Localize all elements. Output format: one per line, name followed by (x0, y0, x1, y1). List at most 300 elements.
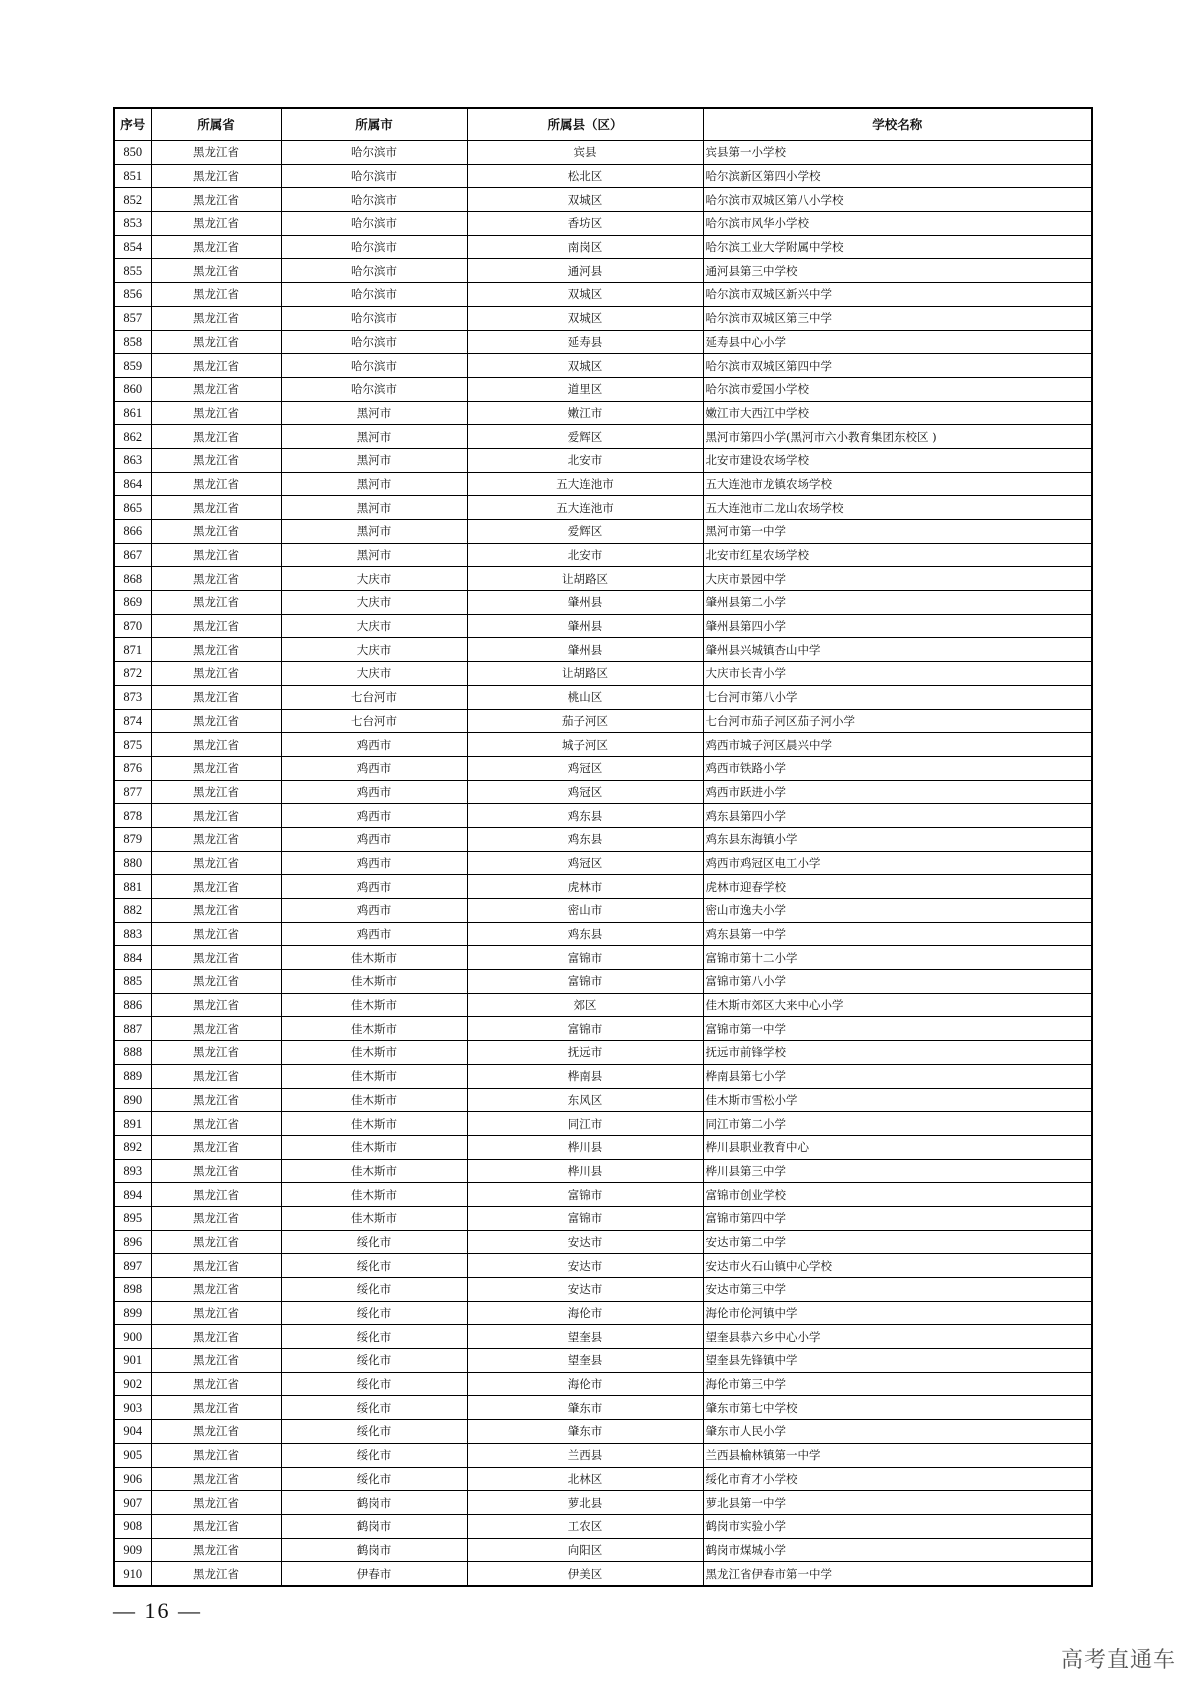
cell-school-name: 密山市逸夫小学 (703, 899, 1092, 923)
cell-county: 爱辉区 (467, 520, 703, 544)
cell-city: 伊春市 (281, 1562, 467, 1586)
table-row (114, 1041, 1092, 1065)
cell-city: 鸡西市 (281, 899, 467, 923)
cell-city: 鸡西市 (281, 733, 467, 757)
cell-seq: 899 (114, 1301, 151, 1325)
cell-school-name: 五大连池市二龙山农场学校 (703, 496, 1092, 520)
table-row (114, 141, 1092, 165)
watermark: 高考直通车 (1060, 1648, 1176, 1673)
cell-city: 大庆市 (281, 567, 467, 591)
page-number: — 16 — (113, 1598, 202, 1623)
table-row (114, 638, 1092, 662)
cell-city: 绥化市 (281, 1420, 467, 1444)
cell-city: 哈尔滨市 (281, 377, 467, 401)
cell-province: 黑龙江省 (151, 1467, 281, 1491)
table-row (114, 1420, 1092, 1444)
cell-province: 黑龙江省 (151, 1443, 281, 1467)
cell-county: 安达市 (467, 1230, 703, 1254)
cell-school-name: 海伦市伦河镇中学 (703, 1301, 1092, 1325)
cell-province: 黑龙江省 (151, 875, 281, 899)
cell-seq: 869 (114, 591, 151, 615)
cell-seq: 881 (114, 875, 151, 899)
cell-school-name: 兰西县榆林镇第一中学 (703, 1443, 1092, 1467)
table-row (114, 970, 1092, 994)
table-row (114, 875, 1092, 899)
cell-city: 大庆市 (281, 662, 467, 686)
cell-seq: 874 (114, 709, 151, 733)
cell-county: 城子河区 (467, 733, 703, 757)
table-row (114, 235, 1092, 259)
table-row (114, 1562, 1092, 1586)
cell-school-name: 嫩江市大西江中学校 (703, 401, 1092, 425)
cell-seq: 889 (114, 1064, 151, 1088)
cell-province: 黑龙江省 (151, 733, 281, 757)
cell-school-name: 佳木斯市雪松小学 (703, 1088, 1092, 1112)
cell-county: 富锦市 (467, 1183, 703, 1207)
cell-province: 黑龙江省 (151, 496, 281, 520)
cell-city: 绥化市 (281, 1325, 467, 1349)
cell-county: 桦川县 (467, 1135, 703, 1159)
cell-county: 向阳区 (467, 1538, 703, 1562)
cell-school-name: 哈尔滨市爱国小学校 (703, 377, 1092, 401)
cell-province: 黑龙江省 (151, 1372, 281, 1396)
cell-county: 鸡冠区 (467, 780, 703, 804)
cell-province: 黑龙江省 (151, 283, 281, 307)
cell-county: 富锦市 (467, 1017, 703, 1041)
cell-province: 黑龙江省 (151, 401, 281, 425)
cell-county: 双城区 (467, 283, 703, 307)
cell-county: 爱辉区 (467, 425, 703, 449)
cell-school-name: 黑龙江省伊春市第一中学 (703, 1562, 1092, 1586)
cell-county: 肇州县 (467, 591, 703, 615)
cell-school-name: 通河县第三中学校 (703, 259, 1092, 283)
cell-seq: 863 (114, 448, 151, 472)
cell-province: 黑龙江省 (151, 922, 281, 946)
header-seq: 序号 (114, 108, 151, 141)
table-row (114, 946, 1092, 970)
table-row (114, 733, 1092, 757)
cell-seq: 855 (114, 259, 151, 283)
school-list-table (113, 107, 1093, 1587)
table-row (114, 780, 1092, 804)
cell-county: 茄子河区 (467, 709, 703, 733)
cell-province: 黑龙江省 (151, 259, 281, 283)
cell-province: 黑龙江省 (151, 543, 281, 567)
cell-city: 绥化市 (281, 1467, 467, 1491)
table-row (114, 591, 1092, 615)
cell-school-name: 哈尔滨市双城区新兴中学 (703, 283, 1092, 307)
table-row (114, 354, 1092, 378)
cell-seq: 891 (114, 1112, 151, 1136)
cell-seq: 871 (114, 638, 151, 662)
table-row (114, 1254, 1092, 1278)
cell-city: 佳木斯市 (281, 1017, 467, 1041)
cell-school-name: 同江市第二小学 (703, 1112, 1092, 1136)
cell-seq: 888 (114, 1041, 151, 1065)
cell-county: 嫩江市 (467, 401, 703, 425)
cell-city: 佳木斯市 (281, 1135, 467, 1159)
cell-county: 伊美区 (467, 1562, 703, 1586)
cell-province: 黑龙江省 (151, 899, 281, 923)
cell-school-name: 宾县第一小学校 (703, 141, 1092, 165)
cell-county: 北林区 (467, 1467, 703, 1491)
cell-county: 五大连池市 (467, 496, 703, 520)
cell-seq: 893 (114, 1159, 151, 1183)
cell-city: 哈尔滨市 (281, 188, 467, 212)
cell-school-name: 鸡东县第四小学 (703, 804, 1092, 828)
cell-city: 鹤岗市 (281, 1514, 467, 1538)
table-row (114, 1325, 1092, 1349)
cell-county: 望奎县 (467, 1349, 703, 1373)
cell-seq: 858 (114, 330, 151, 354)
cell-school-name: 安达市火石山镇中心学校 (703, 1254, 1092, 1278)
cell-school-name: 富锦市第十二小学 (703, 946, 1092, 970)
cell-seq: 867 (114, 543, 151, 567)
cell-school-name: 北安市建设农场学校 (703, 448, 1092, 472)
table-row (114, 1230, 1092, 1254)
cell-seq: 896 (114, 1230, 151, 1254)
cell-seq: 895 (114, 1206, 151, 1230)
cell-school-name: 海伦市第三中学 (703, 1372, 1092, 1396)
table-row (114, 1017, 1092, 1041)
table-row (114, 1538, 1092, 1562)
cell-province: 黑龙江省 (151, 1538, 281, 1562)
cell-city: 哈尔滨市 (281, 306, 467, 330)
cell-city: 鸡西市 (281, 756, 467, 780)
cell-province: 黑龙江省 (151, 638, 281, 662)
cell-county: 双城区 (467, 306, 703, 330)
cell-province: 黑龙江省 (151, 1135, 281, 1159)
cell-seq: 853 (114, 212, 151, 236)
cell-school-name: 延寿县中心小学 (703, 330, 1092, 354)
table-row (114, 567, 1092, 591)
cell-city: 黑河市 (281, 425, 467, 449)
cell-school-name: 鹤岗市实验小学 (703, 1514, 1092, 1538)
header-county: 所属县（区） (467, 108, 703, 141)
cell-seq: 905 (114, 1443, 151, 1467)
cell-province: 黑龙江省 (151, 377, 281, 401)
cell-city: 鸡西市 (281, 780, 467, 804)
cell-school-name: 萝北县第一中学 (703, 1491, 1092, 1515)
cell-school-name: 肇东市人民小学 (703, 1420, 1092, 1444)
cell-city: 鹤岗市 (281, 1538, 467, 1562)
cell-school-name: 鸡东县第一中学 (703, 922, 1092, 946)
cell-city: 哈尔滨市 (281, 259, 467, 283)
table-header-row (114, 108, 1092, 141)
cell-county: 肇东市 (467, 1420, 703, 1444)
cell-city: 佳木斯市 (281, 1041, 467, 1065)
cell-province: 黑龙江省 (151, 1230, 281, 1254)
cell-school-name: 鸡东县东海镇小学 (703, 827, 1092, 851)
cell-seq: 898 (114, 1278, 151, 1302)
cell-seq: 902 (114, 1372, 151, 1396)
cell-seq: 879 (114, 827, 151, 851)
cell-county: 南岗区 (467, 235, 703, 259)
cell-province: 黑龙江省 (151, 756, 281, 780)
table-row (114, 1349, 1092, 1373)
cell-school-name: 肇东市第七中学校 (703, 1396, 1092, 1420)
cell-seq: 870 (114, 614, 151, 638)
cell-city: 黑河市 (281, 448, 467, 472)
cell-city: 绥化市 (281, 1278, 467, 1302)
table-row (114, 1443, 1092, 1467)
cell-school-name: 肇州县第二小学 (703, 591, 1092, 615)
cell-province: 黑龙江省 (151, 1562, 281, 1586)
cell-school-name: 哈尔滨市双城区第三中学 (703, 306, 1092, 330)
cell-school-name: 黑河市第一中学 (703, 520, 1092, 544)
cell-county: 鸡冠区 (467, 851, 703, 875)
cell-school-name: 绥化市育才小学校 (703, 1467, 1092, 1491)
table-row (114, 164, 1092, 188)
table-row (114, 1206, 1092, 1230)
cell-county: 东风区 (467, 1088, 703, 1112)
cell-school-name: 桦川县第三中学 (703, 1159, 1092, 1183)
cell-city: 绥化市 (281, 1349, 467, 1373)
cell-seq: 900 (114, 1325, 151, 1349)
cell-province: 黑龙江省 (151, 1349, 281, 1373)
cell-province: 黑龙江省 (151, 1278, 281, 1302)
cell-province: 黑龙江省 (151, 354, 281, 378)
table-row (114, 520, 1092, 544)
cell-seq: 852 (114, 188, 151, 212)
cell-school-name: 富锦市第一中学 (703, 1017, 1092, 1041)
cell-school-name: 虎林市迎春学校 (703, 875, 1092, 899)
cell-school-name: 大庆市长青小学 (703, 662, 1092, 686)
cell-county: 北安市 (467, 448, 703, 472)
cell-school-name: 北安市红星农场学校 (703, 543, 1092, 567)
table-row (114, 283, 1092, 307)
cell-seq: 859 (114, 354, 151, 378)
cell-county: 鸡东县 (467, 922, 703, 946)
cell-school-name: 鸡西市铁路小学 (703, 756, 1092, 780)
cell-city: 佳木斯市 (281, 1183, 467, 1207)
cell-county: 桃山区 (467, 685, 703, 709)
cell-county: 延寿县 (467, 330, 703, 354)
cell-city: 七台河市 (281, 709, 467, 733)
cell-city: 鸡西市 (281, 875, 467, 899)
cell-seq: 877 (114, 780, 151, 804)
cell-province: 黑龙江省 (151, 235, 281, 259)
header-province: 所属省 (151, 108, 281, 141)
cell-county: 海伦市 (467, 1301, 703, 1325)
cell-city: 黑河市 (281, 472, 467, 496)
table-row (114, 259, 1092, 283)
cell-city: 佳木斯市 (281, 970, 467, 994)
cell-school-name: 鸡西市鸡冠区电工小学 (703, 851, 1092, 875)
cell-province: 黑龙江省 (151, 425, 281, 449)
cell-province: 黑龙江省 (151, 1301, 281, 1325)
cell-province: 黑龙江省 (151, 1064, 281, 1088)
cell-seq: 904 (114, 1420, 151, 1444)
cell-seq: 850 (114, 141, 151, 165)
table-body (114, 141, 1092, 1586)
cell-school-name: 富锦市第八小学 (703, 970, 1092, 994)
cell-province: 黑龙江省 (151, 1112, 281, 1136)
cell-county: 双城区 (467, 188, 703, 212)
cell-province: 黑龙江省 (151, 1017, 281, 1041)
cell-county: 北安市 (467, 543, 703, 567)
cell-city: 黑河市 (281, 543, 467, 567)
cell-county: 宾县 (467, 141, 703, 165)
table-row (114, 1514, 1092, 1538)
table-row (114, 306, 1092, 330)
cell-city: 鸡西市 (281, 827, 467, 851)
cell-county: 香坊区 (467, 212, 703, 236)
cell-county: 肇州县 (467, 638, 703, 662)
table-row (114, 543, 1092, 567)
table-row (114, 1135, 1092, 1159)
cell-province: 黑龙江省 (151, 188, 281, 212)
cell-school-name: 安达市第二中学 (703, 1230, 1092, 1254)
cell-city: 佳木斯市 (281, 946, 467, 970)
cell-seq: 897 (114, 1254, 151, 1278)
cell-county: 鸡冠区 (467, 756, 703, 780)
cell-seq: 851 (114, 164, 151, 188)
cell-seq: 875 (114, 733, 151, 757)
cell-school-name: 大庆市景园中学 (703, 567, 1092, 591)
table-row (114, 756, 1092, 780)
cell-county: 肇东市 (467, 1396, 703, 1420)
cell-seq: 882 (114, 899, 151, 923)
table-row (114, 1467, 1092, 1491)
cell-seq: 910 (114, 1562, 151, 1586)
cell-seq: 866 (114, 520, 151, 544)
cell-city: 佳木斯市 (281, 1064, 467, 1088)
cell-province: 黑龙江省 (151, 472, 281, 496)
table-row (114, 827, 1092, 851)
table-row (114, 851, 1092, 875)
cell-province: 黑龙江省 (151, 993, 281, 1017)
cell-school-name: 哈尔滨新区第四小学校 (703, 164, 1092, 188)
cell-province: 黑龙江省 (151, 306, 281, 330)
cell-seq: 872 (114, 662, 151, 686)
cell-province: 黑龙江省 (151, 1254, 281, 1278)
cell-school-name: 肇州县兴城镇杏山中学 (703, 638, 1092, 662)
table-row (114, 614, 1092, 638)
cell-seq: 907 (114, 1491, 151, 1515)
cell-county: 通河县 (467, 259, 703, 283)
table-row (114, 804, 1092, 828)
cell-province: 黑龙江省 (151, 1206, 281, 1230)
cell-seq: 884 (114, 946, 151, 970)
cell-city: 鸡西市 (281, 851, 467, 875)
cell-seq: 878 (114, 804, 151, 828)
table-row (114, 899, 1092, 923)
cell-school-name: 桦川县职业教育中心 (703, 1135, 1092, 1159)
table-row (114, 212, 1092, 236)
table-row (114, 1491, 1092, 1515)
cell-school-name: 桦南县第七小学 (703, 1064, 1092, 1088)
cell-city: 佳木斯市 (281, 1206, 467, 1230)
cell-county: 松北区 (467, 164, 703, 188)
cell-province: 黑龙江省 (151, 330, 281, 354)
table-row (114, 1064, 1092, 1088)
cell-seq: 890 (114, 1088, 151, 1112)
cell-seq: 862 (114, 425, 151, 449)
cell-seq: 887 (114, 1017, 151, 1041)
cell-seq: 909 (114, 1538, 151, 1562)
cell-school-name: 望奎县恭六乡中心小学 (703, 1325, 1092, 1349)
cell-province: 黑龙江省 (151, 1183, 281, 1207)
cell-seq: 856 (114, 283, 151, 307)
cell-school-name: 黑河市第四小学(黑河市六小教育集团东校区 ) (703, 425, 1092, 449)
cell-county: 鸡东县 (467, 827, 703, 851)
cell-city: 大庆市 (281, 591, 467, 615)
cell-county: 让胡路区 (467, 662, 703, 686)
cell-province: 黑龙江省 (151, 448, 281, 472)
cell-city: 哈尔滨市 (281, 235, 467, 259)
cell-school-name: 安达市第三中学 (703, 1278, 1092, 1302)
cell-county: 富锦市 (467, 970, 703, 994)
cell-county: 望奎县 (467, 1325, 703, 1349)
cell-city: 鹤岗市 (281, 1491, 467, 1515)
cell-county: 五大连池市 (467, 472, 703, 496)
cell-city: 黑河市 (281, 496, 467, 520)
cell-seq: 885 (114, 970, 151, 994)
cell-city: 大庆市 (281, 614, 467, 638)
cell-seq: 880 (114, 851, 151, 875)
cell-seq: 857 (114, 306, 151, 330)
cell-city: 绥化市 (281, 1230, 467, 1254)
table-row (114, 1183, 1092, 1207)
table-row (114, 1372, 1092, 1396)
cell-province: 黑龙江省 (151, 164, 281, 188)
table-row (114, 709, 1092, 733)
cell-city: 鸡西市 (281, 922, 467, 946)
cell-city: 佳木斯市 (281, 1159, 467, 1183)
cell-city: 哈尔滨市 (281, 164, 467, 188)
cell-province: 黑龙江省 (151, 1041, 281, 1065)
cell-province: 黑龙江省 (151, 804, 281, 828)
cell-city: 佳木斯市 (281, 1088, 467, 1112)
cell-seq: 854 (114, 235, 151, 259)
cell-province: 黑龙江省 (151, 1514, 281, 1538)
cell-city: 黑河市 (281, 520, 467, 544)
cell-school-name: 哈尔滨市双城区第四中学 (703, 354, 1092, 378)
cell-school-name: 富锦市第四中学 (703, 1206, 1092, 1230)
cell-city: 哈尔滨市 (281, 141, 467, 165)
cell-seq: 906 (114, 1467, 151, 1491)
cell-province: 黑龙江省 (151, 662, 281, 686)
cell-city: 绥化市 (281, 1396, 467, 1420)
cell-province: 黑龙江省 (151, 1325, 281, 1349)
cell-county: 密山市 (467, 899, 703, 923)
cell-province: 黑龙江省 (151, 1088, 281, 1112)
cell-province: 黑龙江省 (151, 212, 281, 236)
cell-county: 双城区 (467, 354, 703, 378)
cell-province: 黑龙江省 (151, 685, 281, 709)
cell-city: 哈尔滨市 (281, 283, 467, 307)
cell-county: 富锦市 (467, 1206, 703, 1230)
table-row (114, 1301, 1092, 1325)
cell-city: 绥化市 (281, 1443, 467, 1467)
cell-seq: 908 (114, 1514, 151, 1538)
table-row (114, 1088, 1092, 1112)
cell-seq: 901 (114, 1349, 151, 1373)
cell-province: 黑龙江省 (151, 970, 281, 994)
cell-county: 虎林市 (467, 875, 703, 899)
cell-school-name: 佳木斯市郊区大来中心小学 (703, 993, 1092, 1017)
cell-school-name: 抚远市前锋学校 (703, 1041, 1092, 1065)
table-row (114, 330, 1092, 354)
cell-province: 黑龙江省 (151, 614, 281, 638)
table-row (114, 188, 1092, 212)
cell-province: 黑龙江省 (151, 520, 281, 544)
cell-county: 让胡路区 (467, 567, 703, 591)
cell-county: 肇州县 (467, 614, 703, 638)
table-row (114, 1396, 1092, 1420)
table-row (114, 1112, 1092, 1136)
